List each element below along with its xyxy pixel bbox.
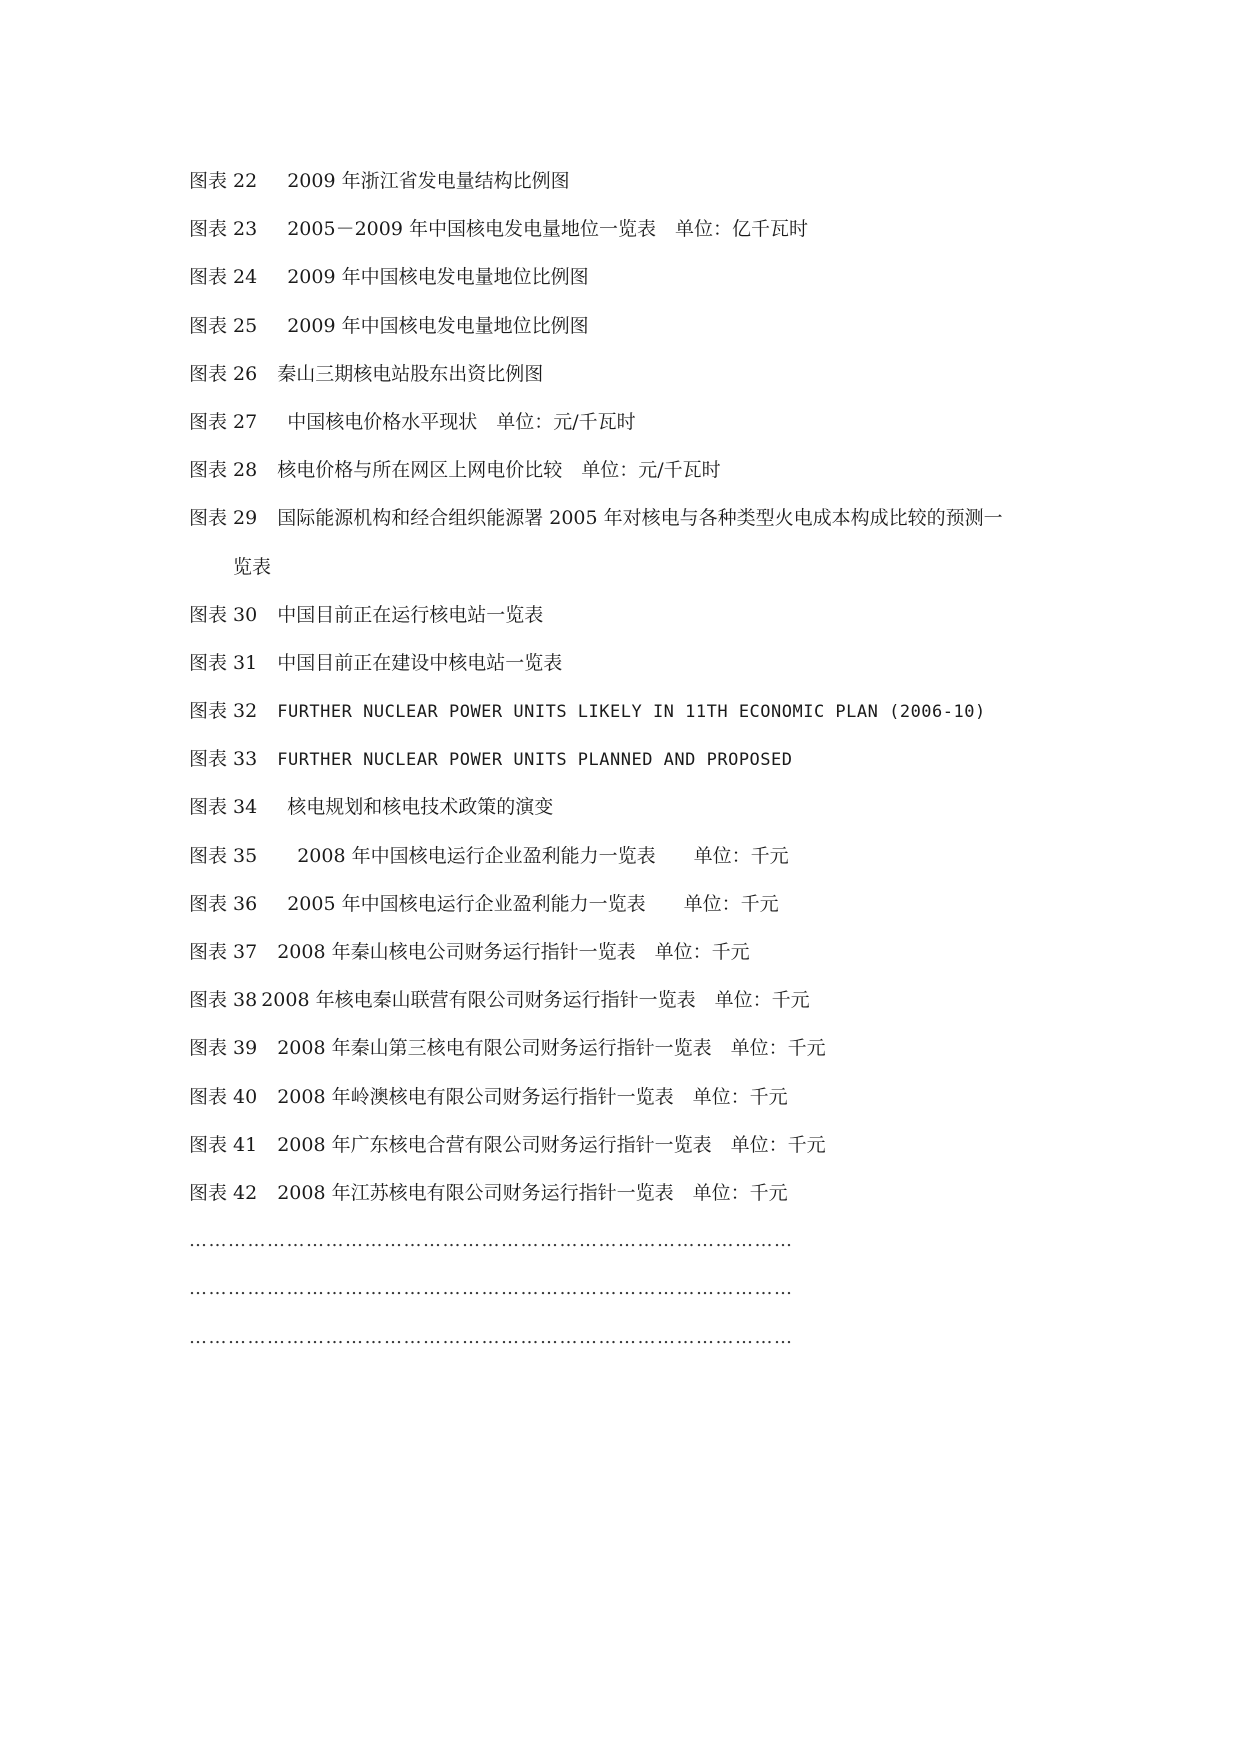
figure-title: 中国目前正在运行核电站一览表: [277, 603, 544, 626]
figure-title: 2005 年中国核电运行企业盈利能力一览表 单位：千元: [287, 892, 779, 915]
figure-number: 图表 34: [189, 796, 258, 819]
ellipsis-line: …………………………………………………………………………………: [189, 1278, 794, 1300]
figure-list-item: [189, 446, 1089, 494]
figure-title: 2008 年中国核电运行企业盈利能力一览表 单位：千元: [297, 844, 789, 867]
figure-number: 图表 39: [189, 1037, 258, 1060]
figure-list-item: [189, 1024, 1089, 1072]
figure-list: [189, 157, 1089, 1362]
figure-list-item: [189, 639, 1089, 687]
figure-title: 2009 年中国核电发电量地位比例图: [287, 314, 589, 337]
figure-list-item: [189, 302, 1089, 350]
figure-number: 图表 40: [189, 1085, 258, 1108]
figure-number: 图表 23: [189, 218, 258, 241]
figure-list-item: [189, 1169, 1089, 1217]
figure-number: 图表 25: [189, 314, 258, 337]
figure-title: 2008 年秦山第三核电有限公司财务运行指针一览表 单位：千元: [277, 1037, 826, 1060]
ellipsis-line: …………………………………………………………………………………: [189, 1230, 794, 1252]
figure-number: 图表 38: [189, 989, 258, 1012]
figure-list-item: [189, 687, 1089, 735]
figure-title: 核电价格与所在网区上网电价比较 单位：元/千瓦时: [277, 459, 721, 482]
figure-title: 2008 年江苏核电有限公司财务运行指针一览表 单位：千元: [277, 1181, 788, 1204]
figure-list-item: [189, 832, 1089, 880]
figure-number: 图表 37: [189, 941, 258, 964]
figure-title: 2009 年中国核电发电量地位比例图: [287, 266, 589, 289]
figure-list-item: [189, 494, 1089, 590]
figure-list-item: [189, 253, 1089, 301]
figure-number: 图表 24: [189, 266, 258, 289]
figure-title: 2008 年岭澳核电有限公司财务运行指针一览表 单位：千元: [277, 1085, 788, 1108]
figure-title: FURTHER NUCLEAR POWER UNITS LIKELY IN 11TH ECONOMIC PLAN (2006-10): [277, 702, 986, 723]
figure-list-item: [189, 1073, 1089, 1121]
figure-number: 图表 36: [189, 892, 258, 915]
figure-list-item: [189, 1121, 1089, 1169]
figure-title: 2008 年广东核电合营有限公司财务运行指针一览表 单位：千元: [277, 1133, 826, 1156]
figure-number: 图表 30: [189, 603, 258, 626]
figure-title: 秦山三期核电站股东出资比例图: [277, 362, 544, 385]
figure-title: 中国核电价格水平现状 单位：元/千瓦时: [287, 410, 636, 433]
ellipsis-line: …………………………………………………………………………………: [189, 1326, 794, 1348]
figure-title: 2008 年核电秦山联营有限公司财务运行指针一览表 单位：千元: [261, 989, 810, 1012]
figure-title: 2005－2009 年中国核电发电量地位一览表 单位：亿千瓦时: [287, 218, 808, 241]
figure-number: 图表 41: [189, 1133, 258, 1156]
figure-title: 2009 年浙江省发电量结构比例图: [287, 170, 570, 192]
figure-title: 核电规划和核电技术政策的演变: [287, 796, 554, 819]
figure-number: 图表 32: [189, 700, 258, 723]
figure-list-item: [189, 350, 1089, 398]
figure-number: 图表 31: [189, 651, 258, 674]
figure-title: 中国目前正在建设中核电站一览表: [277, 651, 563, 674]
figure-list-item: [189, 205, 1089, 253]
figure-title: 国际能源机构和经合组织能源署 2005 年对核电与各种类型火电成本构成比较的预测一: [277, 507, 1003, 530]
figure-title: FURTHER NUCLEAR POWER UNITS PLANNED AND PROPOSED: [277, 750, 793, 771]
figure-number: 图表 33: [189, 748, 258, 771]
figure-list-item: [189, 976, 1089, 1024]
figure-list-item: [189, 735, 1089, 783]
figure-list-item: [189, 783, 1089, 831]
figure-list-item: [189, 928, 1089, 976]
figure-number: 图表 35: [189, 844, 258, 867]
figure-number: 图表 42: [189, 1181, 258, 1204]
figure-title-continuation: 览表: [233, 555, 272, 578]
figure-number: 图表 28: [189, 459, 258, 482]
figure-list-item: [189, 880, 1089, 928]
figure-title: 2008 年秦山核电公司财务运行指针一览表 单位：千元: [277, 941, 750, 964]
figure-list-item: [189, 398, 1089, 446]
figure-number: 图表 26: [189, 362, 258, 385]
figure-list-item: [189, 591, 1089, 639]
figure-number: 图表 22: [189, 170, 258, 192]
figure-list-item: [189, 157, 1089, 205]
figure-number: 图表 29: [189, 507, 258, 530]
figure-number: 图表 27: [189, 410, 258, 433]
